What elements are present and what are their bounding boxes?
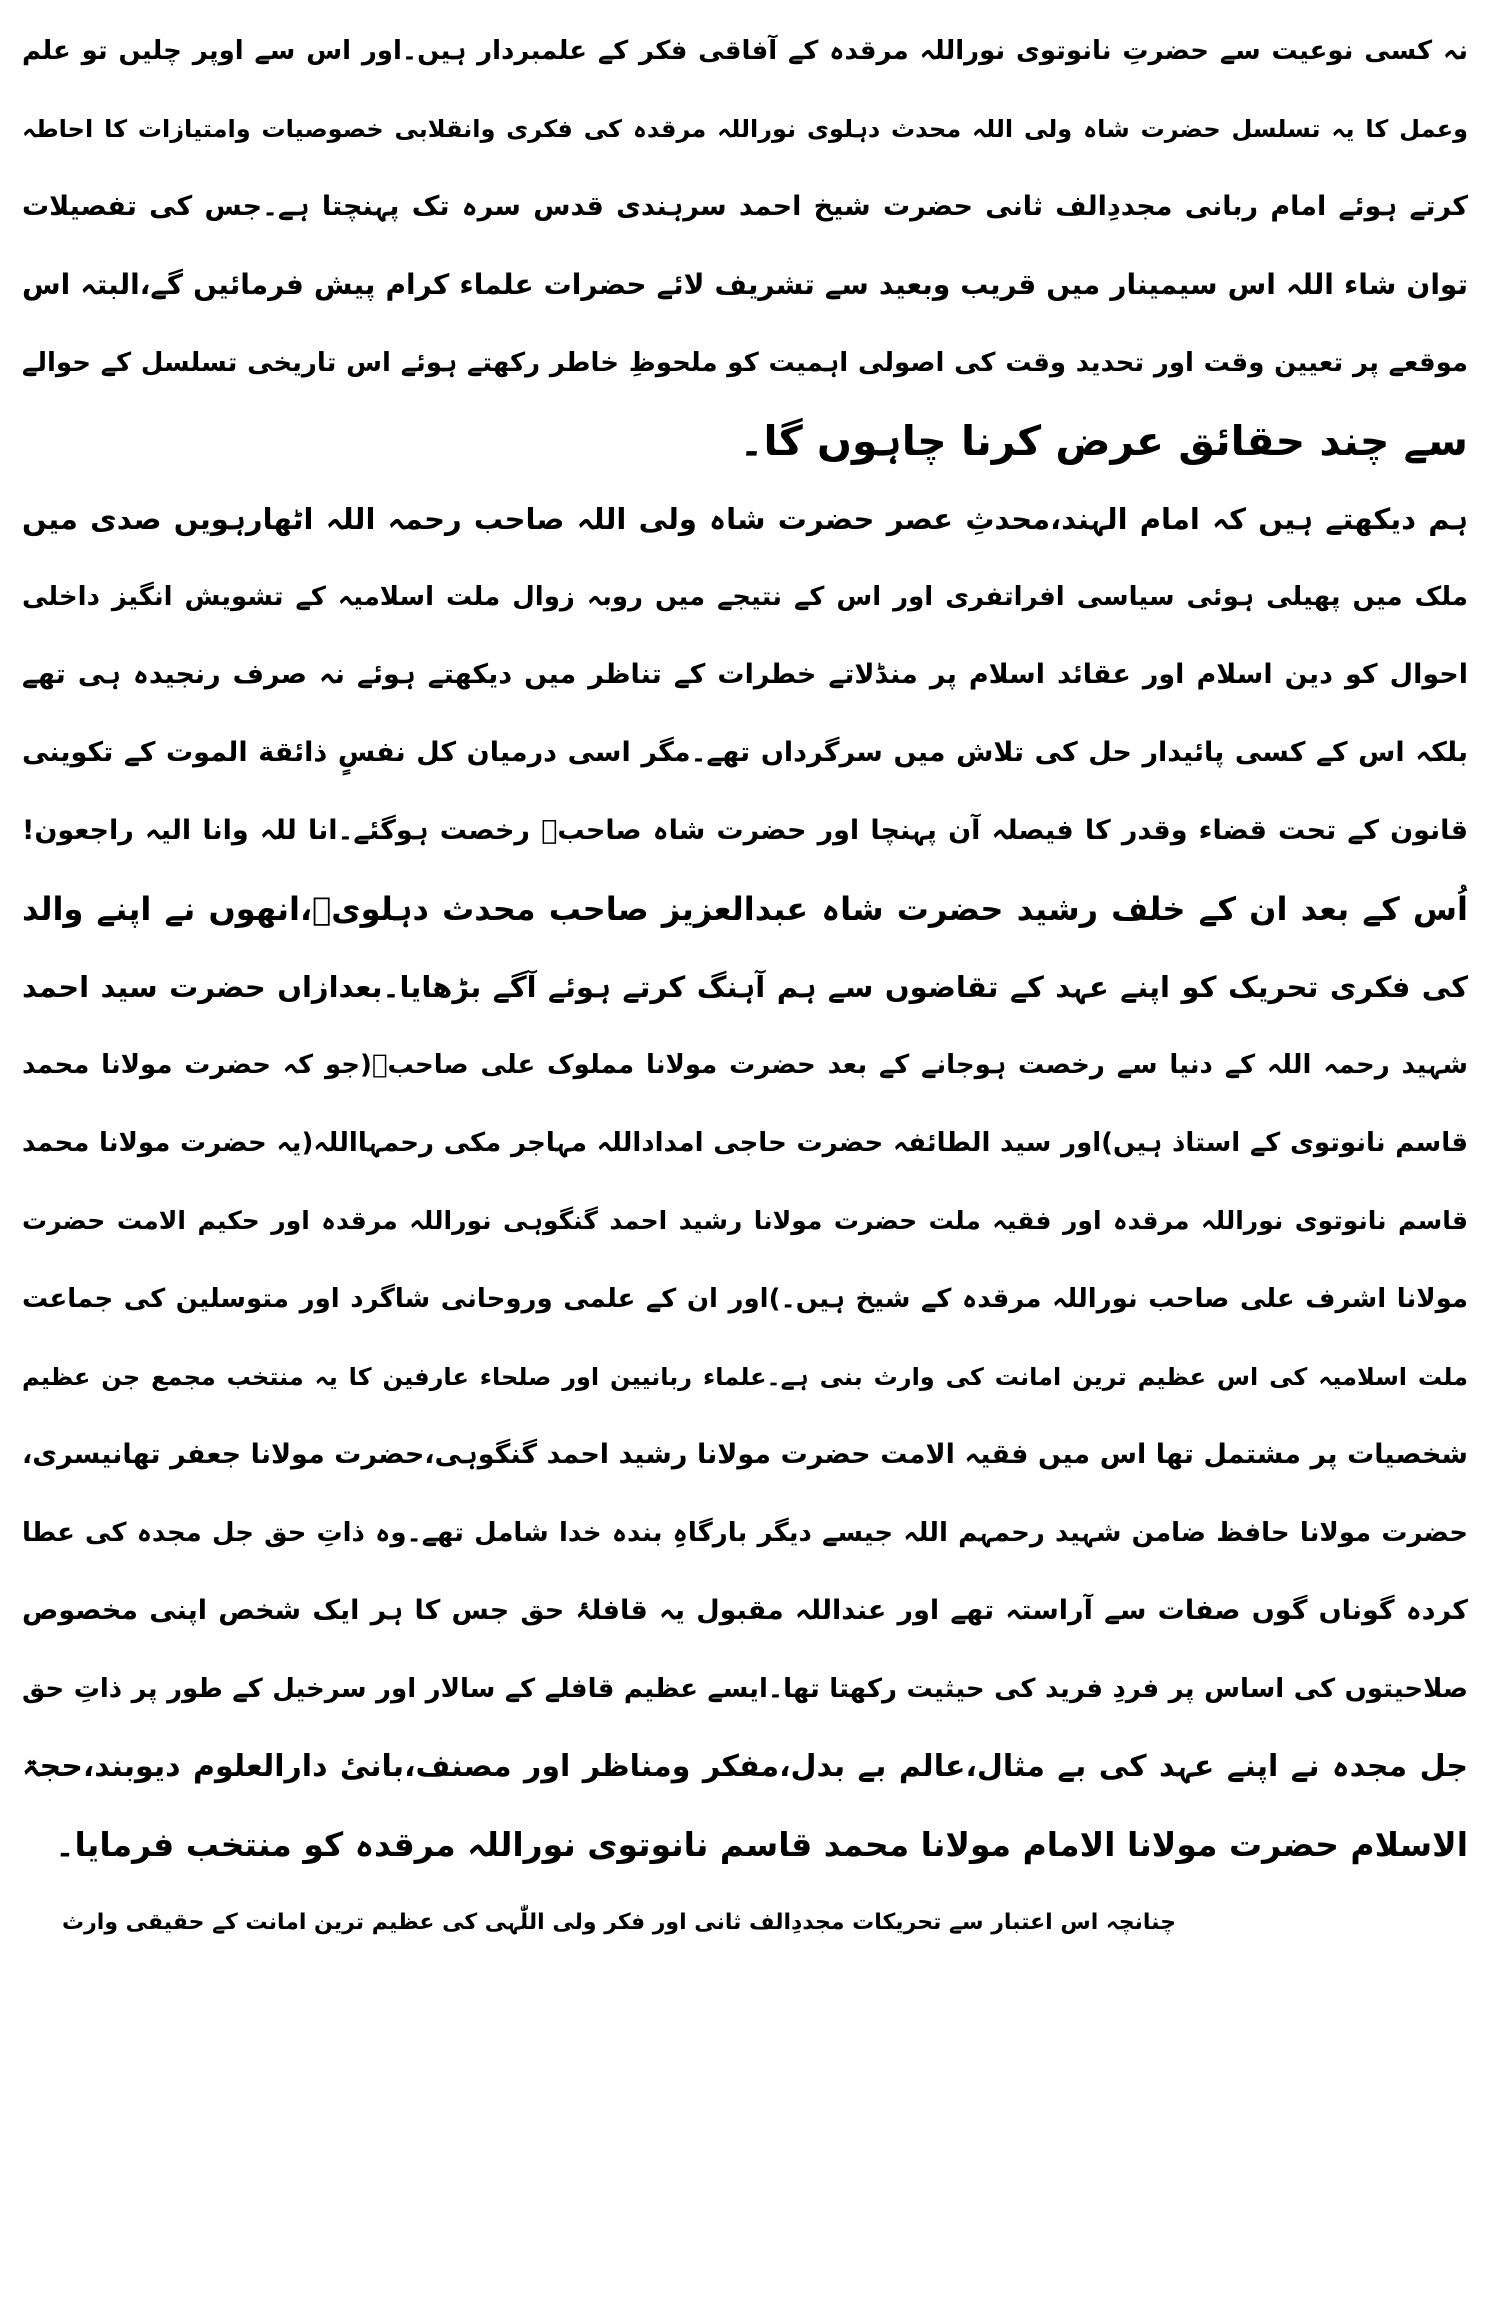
text-line: کرتے ہوئے امام ربانی مجددِالف ثانی حضرت شیخ احمد سرہندی قدس سرہ تک پہنچتا ہے۔جس کی تفصیلات [22,191,1468,222]
text-line: شہید رحمہ اللہ کے دنیا سے رخصت ہوجانے کے بعد حضرت مولانا مملوک علی صاحبؒ(جو کہ حضرت مولانا محمد [22,1050,1468,1080]
text-line: ملت اسلامیہ کی اس عظیم ترین امانت کی وارث بنی ہے۔علماء ربانیین اور صلحاء عارفین کا یہ منتخب مجمع جن عظیم [22,1363,1468,1391]
text-line: بلکہ اس کے کسی پائیدار حل کی تلاش میں سرگرداں تھے۔مگر اسی درمیان کل نفسٍ ذائقة الموت کے تکوینی [22,737,1468,768]
text-line: چنانچہ اس اعتبار سے تحریکات مجددِالف ثانی اور فکر ولی اللّٰہی کی عظیم ترین امانت کے حقیقی وارث [62,1910,1176,1935]
text-line: الاسلام حضرت مولانا الامام مولانا محمد قاسم نانوتوی نوراللہ مرقدہ کو منتخب فرمایا۔ [55,1825,1468,1864]
text-line: ملک میں پھیلی ہوئی سیاسی افراتفری اور اس کے نتیجے میں روبہ زوال ملت اسلامیہ کے تشویش انگیز داخلی [22,582,1468,612]
text-line: وعمل کا یہ تسلسل حضرت شاہ ولی اللہ محدث دہلوی نوراللہ مرقدہ کی فکری وانقلابی خصوصیات وامتیازات کا احاطہ [22,115,1468,143]
text-line: جل مجدہ نے اپنے عہد کی بے مثال،عالم بے بدل،مفکر ومناظر اور مصنف،بانیٔ دارالعلوم دیوبند،حجۃ [22,1749,1468,1784]
text-line: ہم دیکھتے ہیں کہ امام الہند،محدثِ عصر حضرت شاہ ولی اللہ صاحب رحمہ اللہ اٹھارہویں صدی میں [22,502,1468,536]
text-line: احوال کو دین اسلام اور عقائد اسلام پر منڈلاتے خطرات کے تناظر میں دیکھتے ہوئے نہ صرف رنجیدہ ہی تھے [22,659,1468,690]
text-line: صلاحیتوں کی اساس پر فردِ فرید کی حیثیت رکھتا تھا۔ایسے عظیم قافلے کے سالار اور سرخیل کے طور پر ذاتِ حق [22,1674,1468,1704]
text-line: سے چند حقائق عرض کرنا چاہوں گا۔ [739,417,1468,465]
text-line: قاسم نانوتوی نوراللہ مرقدہ اور فقیہ ملت حضرت مولانا رشید احمد گنگوہی نوراللہ مرقدہ اور حکیم الامت حضرت [22,1206,1468,1235]
text-line: کردہ گوناں گوں صفات سے آراستہ تھے اور عنداللہ مقبول یہ قافلۂ حق جس کا ہر ایک شخص اپنی مخصوص [22,1595,1468,1626]
document-page [22,12,1468,2288]
text-line: مولانا اشرف علی صاحب نوراللہ مرقدہ کے شیخ ہیں۔)اور ان کے علمی وروحانی شاگرد اور متوسلین کی جماعت [22,1284,1468,1314]
urdu-body-text [22,12,1468,1962]
text-line: توان شاء اللہ اس سیمینار میں قریب وبعید سے تشریف لائے حضرات علماء کرام پیش فرمائیں گے،البتہ اس [22,268,1468,301]
text-line: نہ کسی نوعیت سے حضرتِ نانوتوی نوراللہ مرقدہ کے آفاقی فکر کے علمبردار ہیں۔اور اس سے اوپر چلیں تو علم [22,36,1468,66]
text-line: قانون کے تحت قضاء وقدر کا فیصلہ آن پہنچا اور حضرت شاہ صاحبؒ رخصت ہوگئے۔انا للہ وانا الیہ راجعون! [22,815,1468,846]
text-line: موقعے پر تعیین وقت اور تحدید وقت کی اصولی اہمیت کو ملحوظِ خاطر رکھتے ہوئے اس تاریخی تسلسل کے حوالے [22,348,1468,378]
text-line: قاسم نانوتوی کے استاذ ہیں)اور سید الطائفہ حضرت حاجی امداداللہ مہاجر مکی رحمہااللہ(یہ حضرت مولانا محمد [22,1128,1468,1158]
text-line: کی فکری تحریک کو اپنے عہد کے تقاضوں سے ہم آہنگ کرتے ہوئے آگے بڑھایا۔بعدازاں حضرت سید احمد [22,970,1468,1004]
text-line: حضرت مولانا حافظ ضامن شہید رحمہم اللہ جیسے دیگر بارگاہِ بندہ خدا شامل تھے۔وہ ذاتِ حق جل مجدہ کی عطا [22,1518,1468,1548]
text-line: اُس کے بعد ان کے خلف رشید حضرت شاہ عبدالعزیز صاحب محدث دہلویؒ،انھوں نے اپنے والد [22,890,1468,928]
text-line: شخصیات پر مشتمل تھا اس میں فقیہ الامت حضرت مولانا رشید احمد گنگوہی،حضرت مولانا جعفر تھانیسری، [22,1439,1468,1470]
